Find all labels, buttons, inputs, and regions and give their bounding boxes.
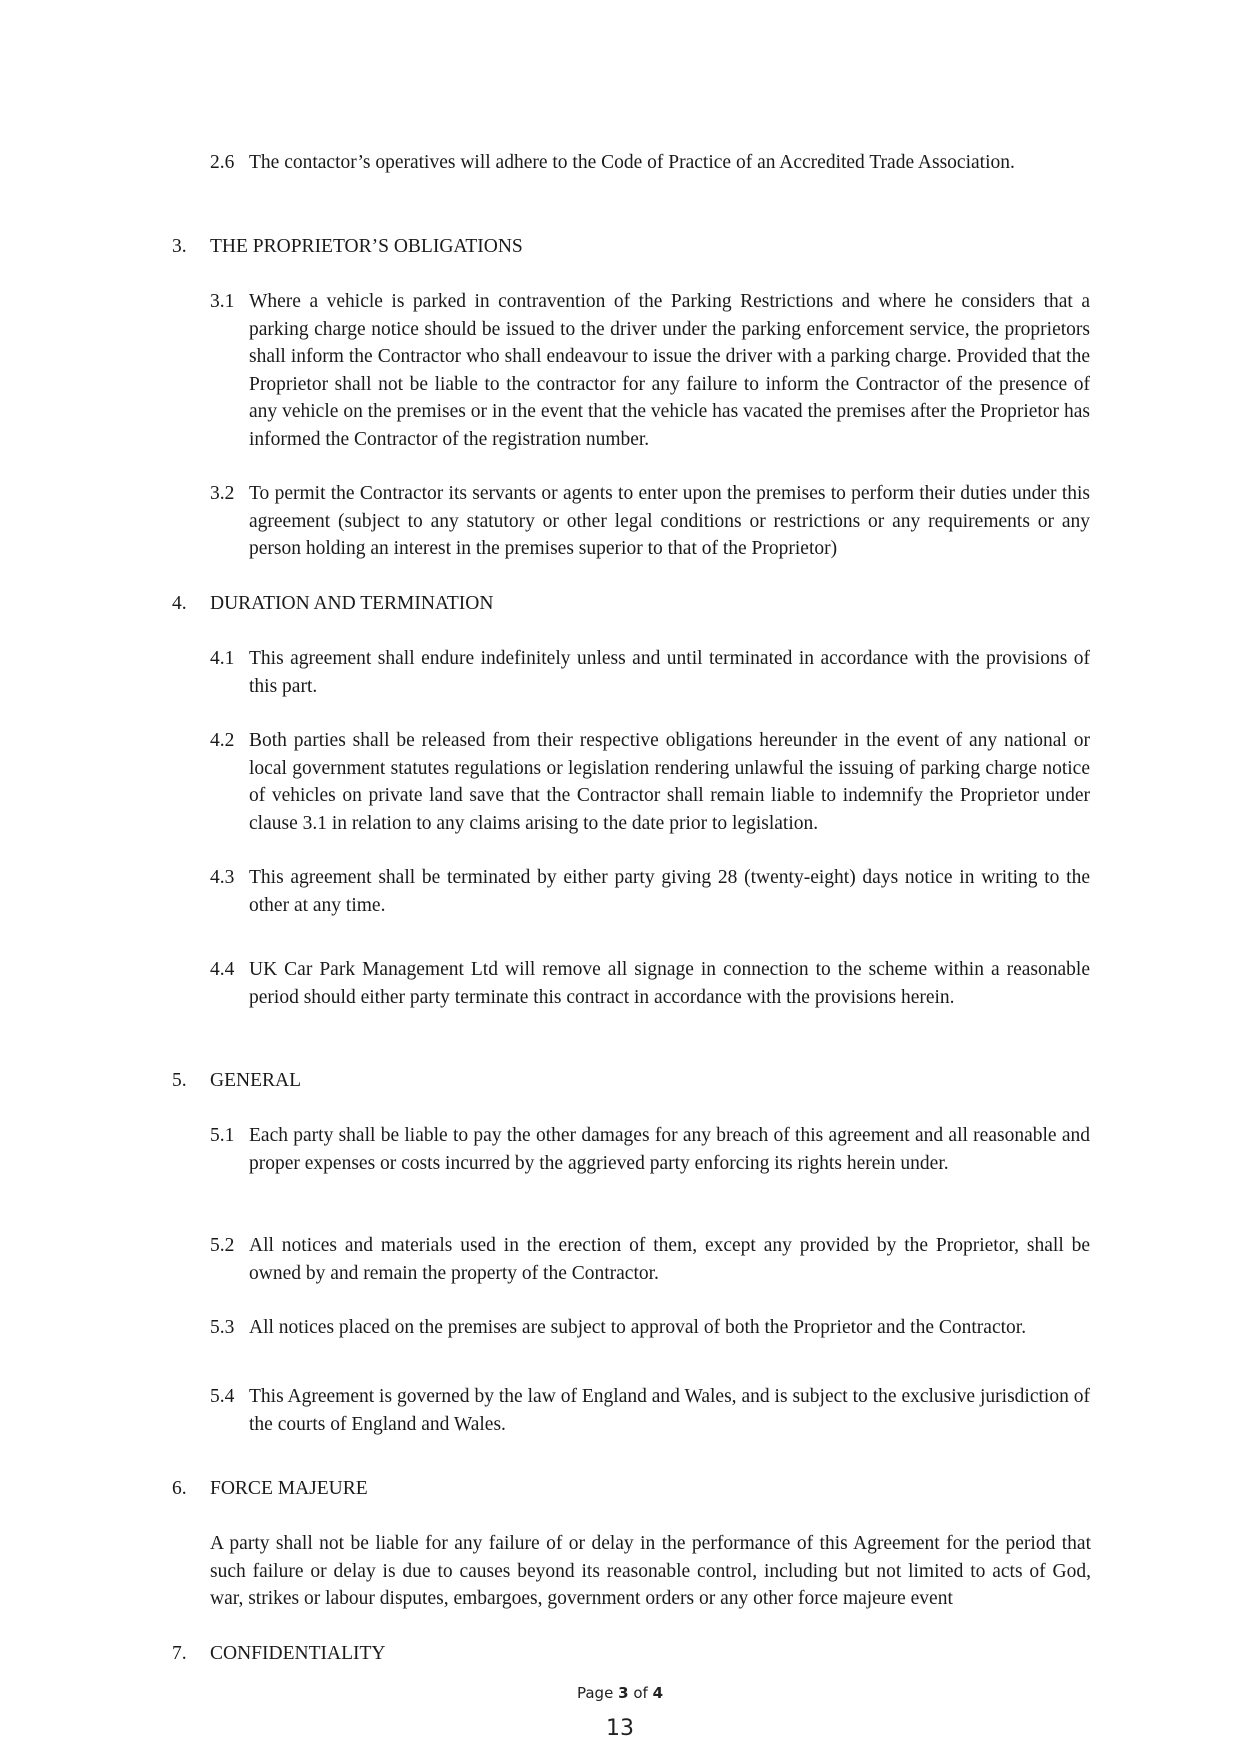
total-pages: 4 <box>652 1684 663 1702</box>
section-title: DURATION AND TERMINATION <box>210 593 494 614</box>
clause-number: 4.1 <box>210 648 235 669</box>
clause-number: 4.3 <box>210 867 235 888</box>
page-word: Page <box>576 1684 614 1702</box>
page-number: 13 <box>606 1716 634 1741</box>
page-footer <box>0 1684 1240 1702</box>
clause-text: This Agreement is governed by the law of England and Wales, and is subject to the exclusive jurisdiction of the courts of England and Wales. <box>249 1386 1090 1435</box>
clause-number: 2.6 <box>210 152 235 173</box>
clause-number: 5.3 <box>210 1317 235 1338</box>
clause-5-1 <box>210 1122 1090 1177</box>
clause-text: Each party shall be liable to pay the other damages for any breach of this agreement and all reasonable and proper expenses or costs incurred by the aggrieved party enforcing its rights herein under. <box>249 1125 1090 1174</box>
clause-text: This agreement shall endure indefinitely unless and until terminated in accordance with the provisions of this part. <box>249 648 1090 697</box>
clause-5-2 <box>210 1232 1090 1287</box>
section-number: 4. <box>172 593 187 614</box>
clause-number: 5.1 <box>210 1125 235 1146</box>
section-title: CONFIDENTIALITY <box>210 1643 386 1664</box>
clause-number: 4.2 <box>210 730 235 751</box>
clause-number: 5.2 <box>210 1235 235 1256</box>
clause-3-2 <box>210 480 1090 563</box>
clause-text: Where a vehicle is parked in contravention of the Parking Restrictions and where he considers that a parking charge notice should be issued to the driver under the parking enforcement service, the proprietors shall inform the Contractor who shall endeavour to issue the driver with a parking charge. Provided that the Proprietor shall not be liable to the contractor for any failure to inform the Contractor of the presence of any vehicle on the premises or in the event that the vehicle has vacated the premises after the Proprietor has informed the Contractor of the registration number. <box>249 291 1090 450</box>
of-word: of <box>633 1684 648 1702</box>
section-number: 5. <box>172 1070 187 1091</box>
clause-number: 3.2 <box>210 483 235 504</box>
clause-text: All notices and materials used in the erection of them, except any provided by the Proprietor, shall be owned by and remain the property of the Contractor. <box>249 1235 1090 1284</box>
section-number: 7. <box>172 1643 187 1664</box>
clause-3-1 <box>210 288 1090 453</box>
clause-text: This agreement shall be terminated by either party giving 28 (twenty-eight) days notice in writing to the other at any time. <box>249 867 1090 916</box>
current-page: 3 <box>618 1684 629 1702</box>
clause-4-2 <box>210 727 1090 837</box>
clause-number: 4.4 <box>210 959 235 980</box>
clause-text: To permit the Contractor its servants or agents to enter upon the premises to perform their duties under this agreement (subject to any statutory or other legal conditions or restrictions or any requirements or any person holding an interest in the premises superior to that of the Proprietor) <box>249 483 1090 559</box>
clause-5-4 <box>210 1383 1090 1438</box>
clause-text: The contactor’s operatives will adhere to the Code of Practice of an Accredited Trade Association. <box>249 152 1015 173</box>
clause-number: 5.4 <box>210 1386 235 1407</box>
section-title: THE PROPRIETOR’S OBLIGATIONS <box>210 236 523 257</box>
clause-4-1 <box>210 645 1090 700</box>
clause-text: Both parties shall be released from their respective obligations hereunder in the event of any national or local government statutes regulations or legislation rendering unlawful the issuing of parking charge notice of vehicles on private land save that the Contractor shall remain liable to indemnify the Proprietor under clause 3.1 in relation to any claims arising to the date prior to legislation. <box>249 730 1090 834</box>
clause-number: 3.1 <box>210 291 235 312</box>
clause-4-4 <box>210 956 1090 1011</box>
force-majeure-paragraph: A party shall not be liable for any failure of or delay in the performance of this Agreement for the period that such failure or delay is due to causes beyond its reasonable control, including but not limited to acts of God, war, strikes or labour disputes, embargoes, government orders or any other force majeure event <box>210 1533 1091 1609</box>
clause-5-3 <box>210 1314 1090 1342</box>
clause-text: UK Car Park Management Ltd will remove all signage in connection to the scheme within a reasonable period should either party terminate this contract in accordance with the provisions herein. <box>249 959 1090 1008</box>
section-title: GENERAL <box>210 1070 301 1091</box>
clause-4-3 <box>210 864 1090 919</box>
section-title: FORCE MAJEURE <box>210 1478 368 1499</box>
clause-2-6 <box>210 149 1090 177</box>
clause-text: All notices placed on the premises are subject to approval of both the Proprietor and the Contractor. <box>249 1317 1027 1338</box>
section-number: 3. <box>172 236 187 257</box>
section-number: 6. <box>172 1478 187 1499</box>
